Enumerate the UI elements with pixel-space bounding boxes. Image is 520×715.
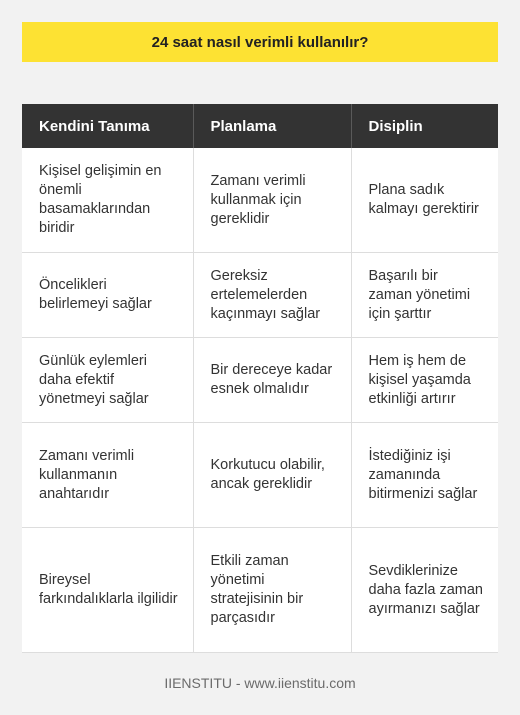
table-row [22, 338, 498, 423]
page-title: 24 saat nasıl verimli kullanılır? [151, 33, 369, 51]
table-cell: Zamanı verimli kullanmak için gereklidir [193, 148, 351, 253]
table-cell: Bireysel farkındalıklarla ilgilidir [22, 528, 193, 653]
column-header-disiplin: Disiplin [351, 104, 498, 148]
table-cell: İstediğiniz işi zamanında bitirmenizi sağlar [351, 423, 498, 528]
table-row [22, 423, 498, 528]
table-cell: Hem iş hem de kişisel yaşamda etkinliği artırır [351, 338, 498, 423]
table-cell: Plana sadık kalmayı gerektirir [351, 148, 498, 253]
table-header-row [22, 104, 498, 148]
table-cell: Korkutucu olabilir, ancak gereklidir [193, 423, 351, 528]
table-row [22, 253, 498, 338]
table-cell: Öncelikleri belirlemeyi sağlar [22, 253, 193, 338]
table-cell: Günlük eylemleri daha efektif yönetmeyi sağlar [22, 338, 193, 423]
column-header-kendini-tanima: Kendini Tanıma [22, 104, 193, 148]
table-cell: Sevdiklerinize daha fazla zaman ayırmanızı sağlar [351, 528, 498, 653]
table-cell: Bir dereceye kadar esnek olmalıdır [193, 338, 351, 423]
footer-credit: IIENSTITU - www.iienstitu.com [164, 675, 356, 691]
table-cell: Etkili zaman yönetimi stratejisinin bir parçasıdır [193, 528, 351, 653]
table-cell: Başarılı bir zaman yönetimi için şarttır [351, 253, 498, 338]
title-banner [22, 22, 498, 62]
table-cell: Kişisel gelişimin en önemli basamaklarından biridir [22, 148, 193, 253]
table-cell: Gereksiz ertelemelerden kaçınmayı sağlar [193, 253, 351, 338]
table-row [22, 528, 498, 653]
table-cell: Zamanı verimli kullanmanın anahtarıdır [22, 423, 193, 528]
comparison-table-container [22, 104, 498, 653]
table-row [22, 148, 498, 253]
column-header-planlama: Planlama [193, 104, 351, 148]
comparison-table [22, 104, 498, 653]
